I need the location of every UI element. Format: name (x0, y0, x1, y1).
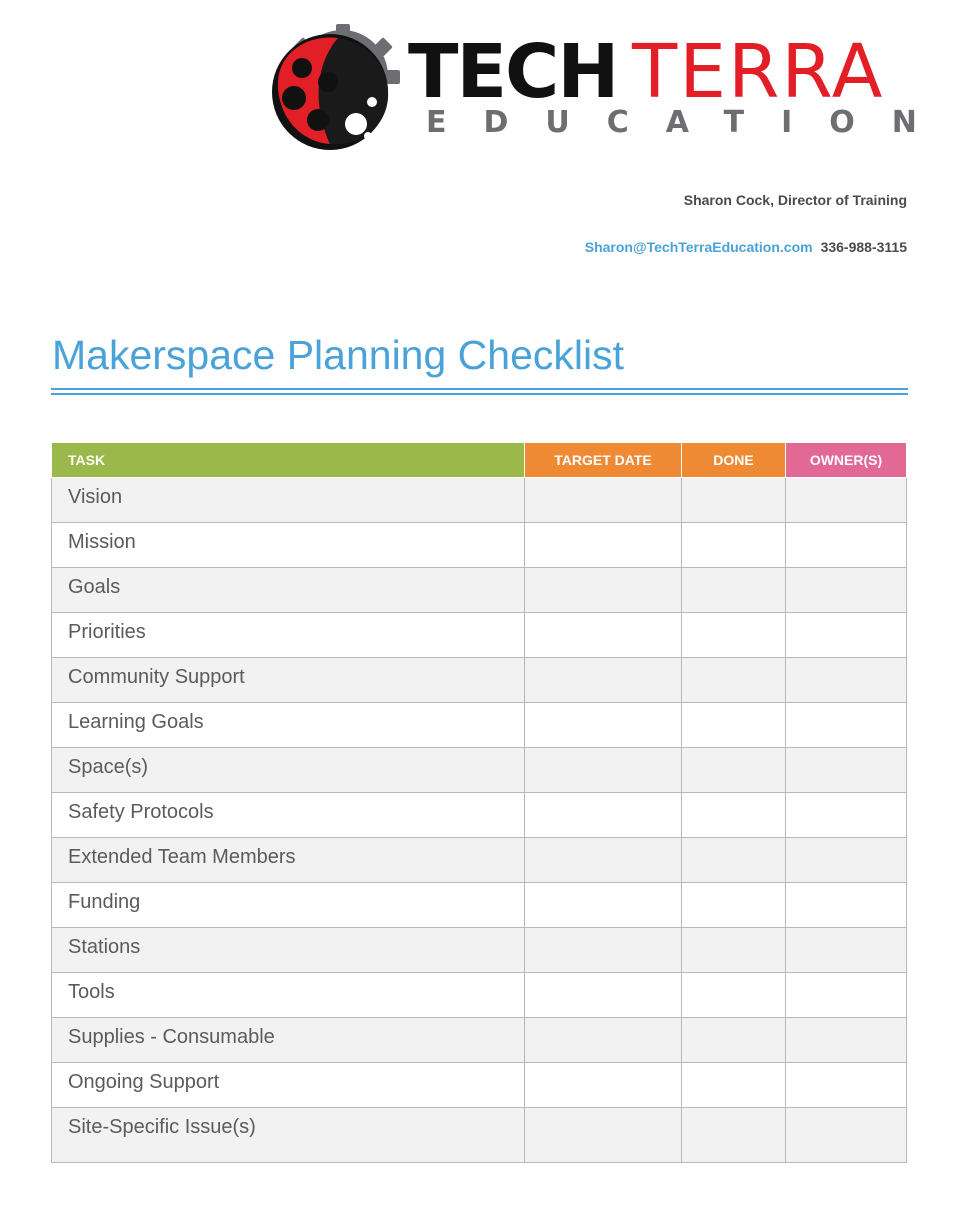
header-target-date: TARGET DATE (525, 443, 682, 478)
checklist-table (51, 442, 907, 1163)
done-cell[interactable] (682, 658, 786, 703)
contact-name-title: Sharon Cock, Director of Training (683, 192, 907, 208)
task-cell: Stations (52, 928, 525, 973)
owner-cell[interactable] (786, 748, 907, 793)
owner-cell[interactable] (786, 973, 907, 1018)
owner-cell[interactable] (786, 523, 907, 568)
task-cell: Supplies - Consumable (52, 1018, 525, 1063)
table-row (52, 928, 907, 973)
owner-cell[interactable] (786, 1063, 907, 1108)
done-cell[interactable] (682, 523, 786, 568)
table-row (52, 973, 907, 1018)
contact-phone: 336-988-3115 (820, 239, 907, 255)
target-date-cell[interactable] (525, 568, 682, 613)
task-cell: Extended Team Members (52, 838, 525, 883)
target-date-cell[interactable] (525, 1018, 682, 1063)
done-cell[interactable] (682, 973, 786, 1018)
header-done: DONE (682, 443, 786, 478)
page-title: Makerspace Planning Checklist (52, 332, 624, 378)
owner-cell[interactable] (786, 478, 907, 523)
target-date-cell[interactable] (525, 478, 682, 523)
contact-email-link[interactable]: Sharon@TechTerraEducation.com (584, 239, 813, 255)
task-cell: Site-Specific Issue(s) (52, 1108, 525, 1163)
owner-cell[interactable] (786, 928, 907, 973)
task-cell: Learning Goals (52, 703, 525, 748)
table-row (52, 1108, 907, 1163)
task-cell: Ongoing Support (52, 1063, 525, 1108)
table-row (52, 883, 907, 928)
done-cell[interactable] (682, 838, 786, 883)
table-row (52, 523, 907, 568)
task-cell: Space(s) (52, 748, 525, 793)
target-date-cell[interactable] (525, 883, 682, 928)
table-header-row (52, 443, 907, 478)
logo-text-tech: TECH (408, 29, 618, 115)
target-date-cell[interactable] (525, 838, 682, 883)
done-cell[interactable] (682, 928, 786, 973)
table-row (52, 1063, 907, 1108)
done-cell[interactable] (682, 703, 786, 748)
task-cell: Mission (52, 523, 525, 568)
table-row (52, 838, 907, 883)
owner-cell[interactable] (786, 793, 907, 838)
task-cell: Goals (52, 568, 525, 613)
done-cell[interactable] (682, 748, 786, 793)
title-rule-bottom (51, 393, 908, 395)
owner-cell[interactable] (786, 1018, 907, 1063)
table-row (52, 703, 907, 748)
ladybug-icon (256, 24, 404, 154)
table-row (52, 568, 907, 613)
done-cell[interactable] (682, 1018, 786, 1063)
done-cell[interactable] (682, 613, 786, 658)
table-row (52, 478, 907, 523)
target-date-cell[interactable] (525, 748, 682, 793)
target-date-cell[interactable] (525, 523, 682, 568)
owner-cell[interactable] (786, 1108, 907, 1163)
contact-line (585, 239, 907, 255)
target-date-cell[interactable] (525, 1108, 682, 1163)
header-task: TASK (52, 443, 525, 478)
task-cell: Tools (52, 973, 525, 1018)
done-cell[interactable] (682, 793, 786, 838)
done-cell[interactable] (682, 568, 786, 613)
done-cell[interactable] (682, 1063, 786, 1108)
owner-cell[interactable] (786, 883, 907, 928)
task-cell: Community Support (52, 658, 525, 703)
table-row (52, 793, 907, 838)
company-logo (256, 24, 954, 154)
target-date-cell[interactable] (525, 973, 682, 1018)
owner-cell[interactable] (786, 613, 907, 658)
task-cell: Priorities (52, 613, 525, 658)
target-date-cell[interactable] (525, 928, 682, 973)
target-date-cell[interactable] (525, 658, 682, 703)
owner-cell[interactable] (786, 568, 907, 613)
target-date-cell[interactable] (525, 613, 682, 658)
target-date-cell[interactable] (525, 1063, 682, 1108)
logo-text-terra: TERRA (632, 29, 885, 115)
done-cell[interactable] (682, 883, 786, 928)
header-owners: OWNER(S) (786, 443, 907, 478)
title-rule-top (51, 388, 908, 390)
done-cell[interactable] (682, 1108, 786, 1163)
owner-cell[interactable] (786, 658, 907, 703)
table-row (52, 1018, 907, 1063)
owner-cell[interactable] (786, 838, 907, 883)
logo-text-education: EDUCATION (426, 105, 954, 140)
table-row (52, 613, 907, 658)
task-cell: Funding (52, 883, 525, 928)
table-row (52, 748, 907, 793)
owner-cell[interactable] (786, 703, 907, 748)
table-row (52, 658, 907, 703)
done-cell[interactable] (682, 478, 786, 523)
task-cell: Vision (52, 478, 525, 523)
target-date-cell[interactable] (525, 703, 682, 748)
task-cell: Safety Protocols (52, 793, 525, 838)
target-date-cell[interactable] (525, 793, 682, 838)
